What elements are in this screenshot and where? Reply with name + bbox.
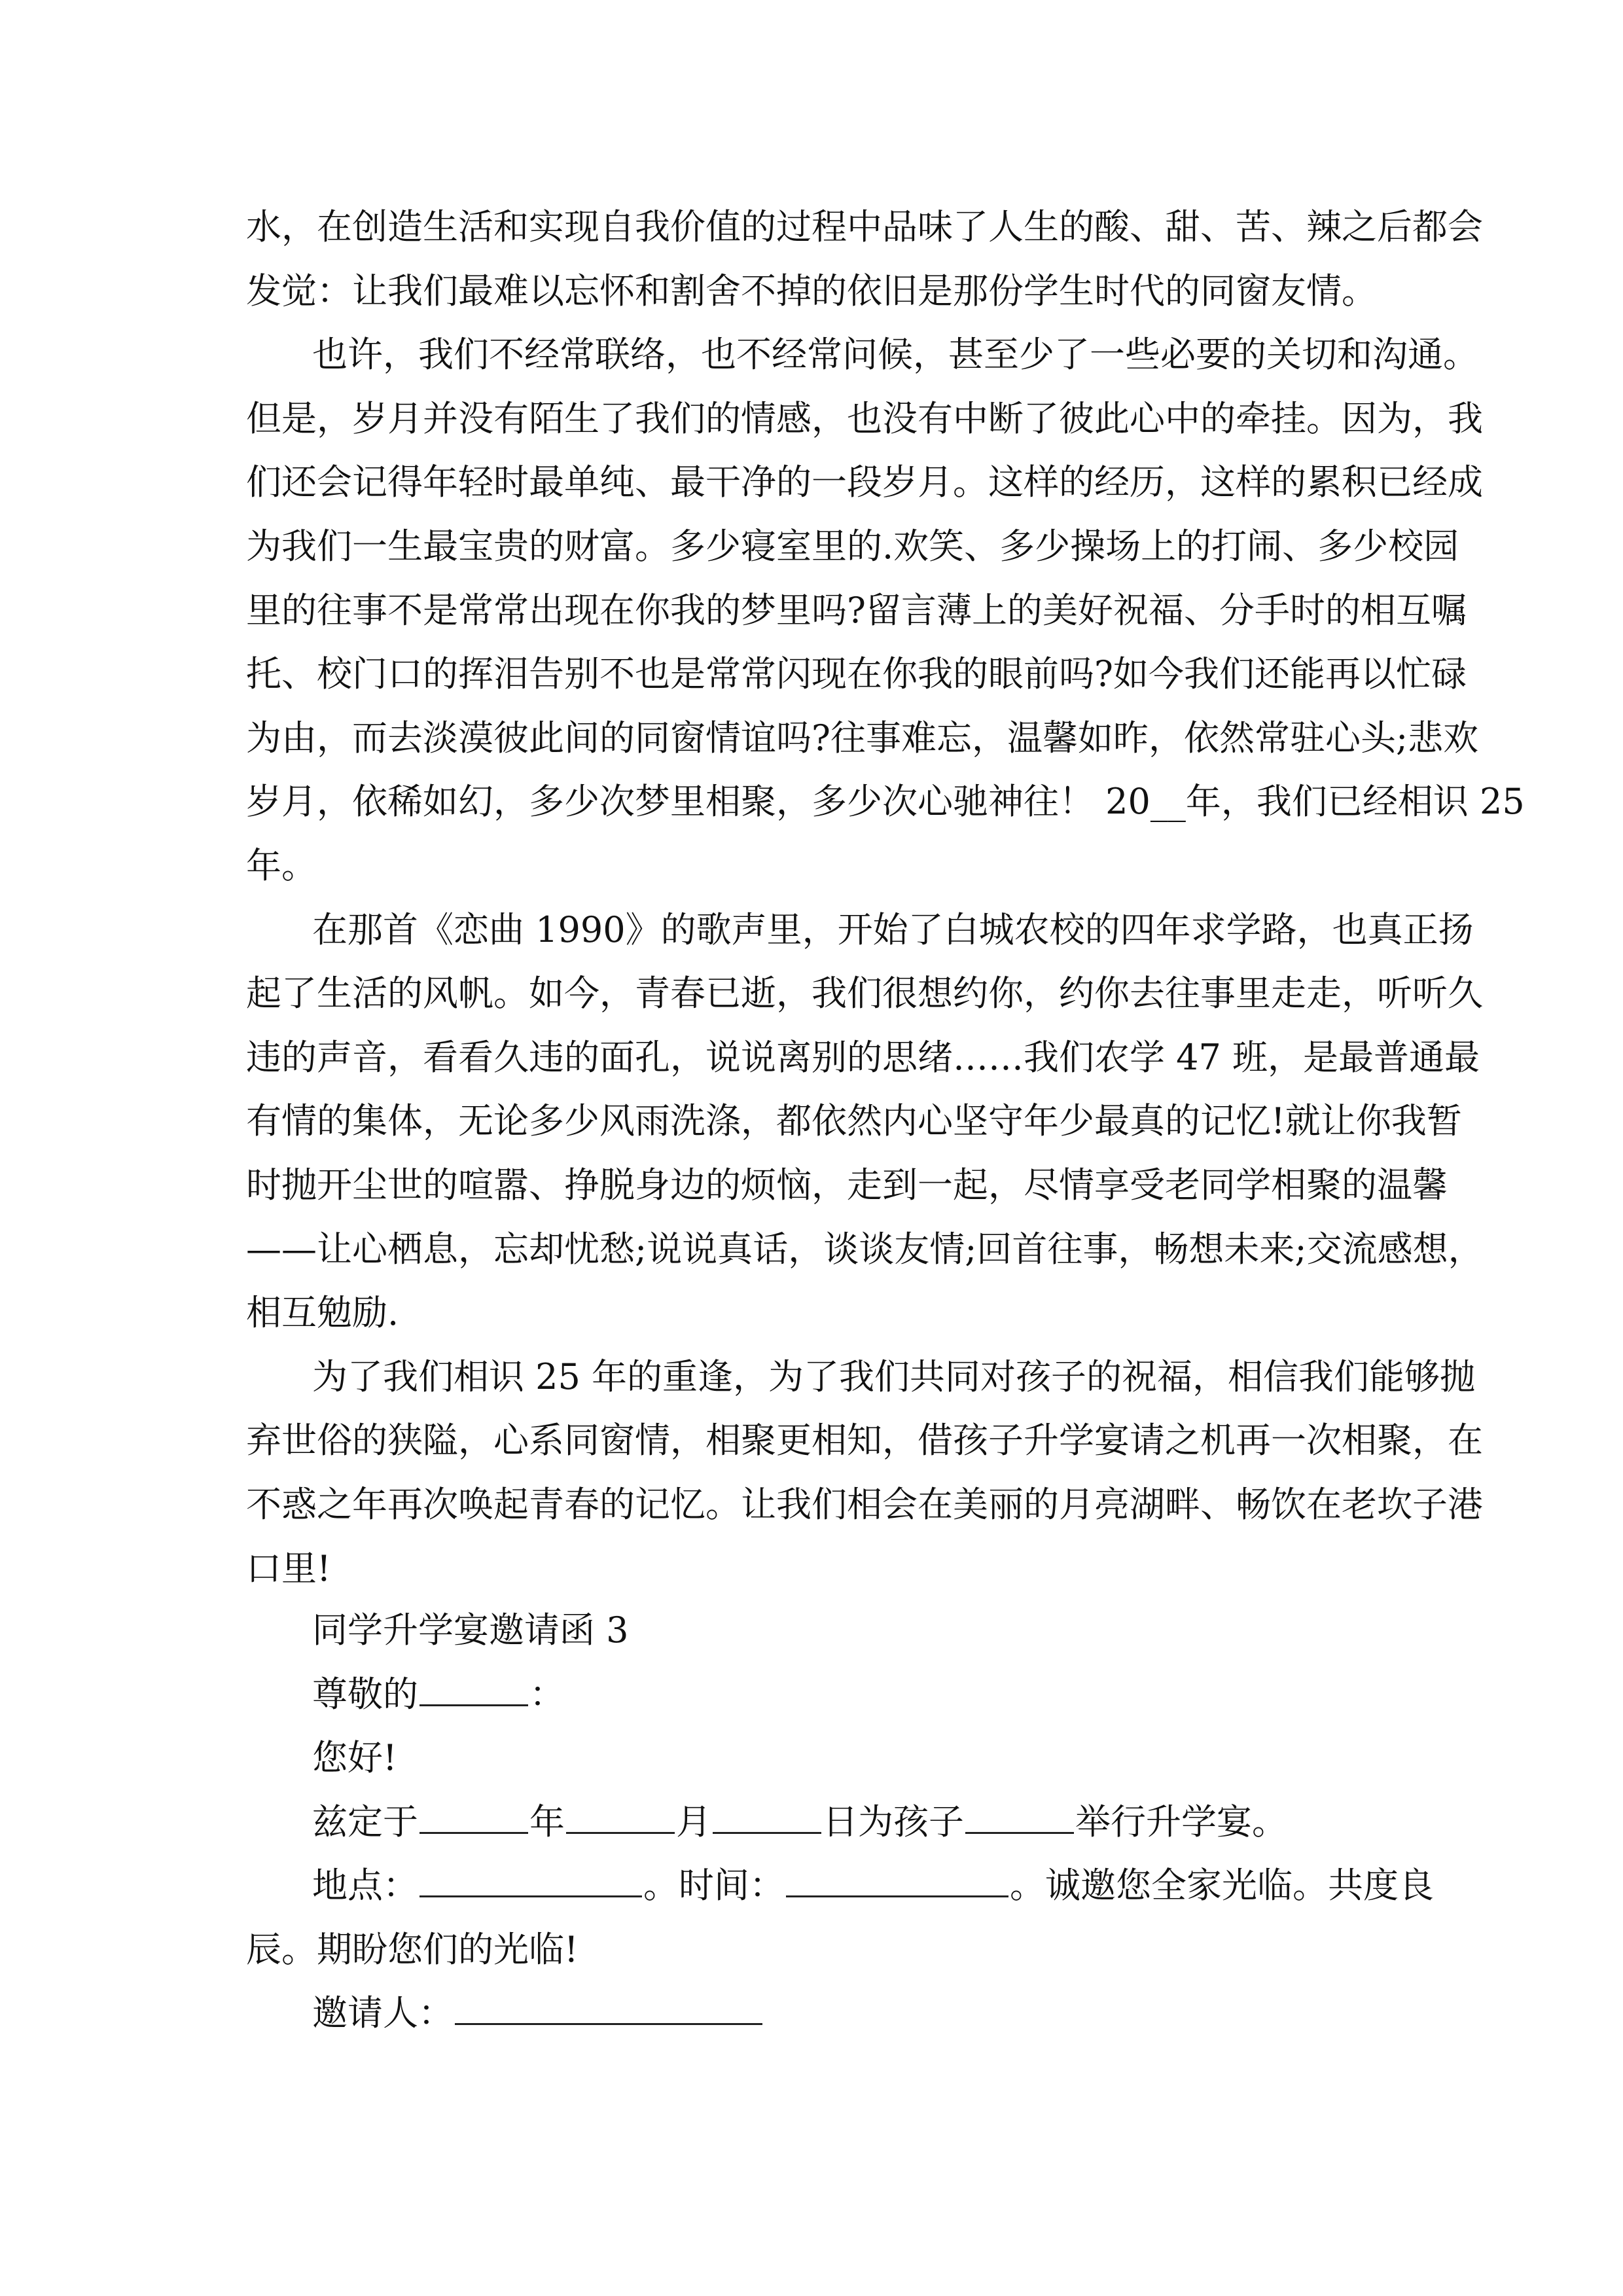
text-line: 违的声音，看看久违的面孔，说说离别的思绪……我们农学 47 班，是最普通最: [246, 1037, 1480, 1078]
text-line: 水，在创造生活和实现自我价值的过程中品味了人生的酸、甜、苦、辣之后都会: [246, 206, 1483, 247]
salutation-prefix: 尊敬的: [312, 1674, 418, 1715]
text-line: 们还会记得年轻时最单纯、最干净的一段岁月。这样的经历，这样的累积已经成: [246, 461, 1483, 503]
text-line: 起了生活的风帆。如今，青春已逝，我们很想约你，约你去往事里走走，听听久: [246, 973, 1483, 1014]
text-line: 也许，我们不经常联络，也不经常问候，甚至少了一些必要的关切和沟通。: [312, 334, 1478, 375]
day-blank[interactable]: [713, 1795, 821, 1834]
text-line: 但是，岁月并没有陌生了我们的情感，也没有中断了彼此心中的牵挂。因为，我: [246, 398, 1483, 439]
place-time-line: [312, 1858, 1434, 1913]
text-line: 口里!: [246, 1548, 331, 1589]
text-line: 托、校门口的挥泪告别不也是常常闪现在你我的眼前吗?如今我们还能再以忙碌: [246, 653, 1467, 694]
place-label: 地点：: [312, 1865, 418, 1906]
month-label: 月: [676, 1801, 711, 1842]
text-line: 年。: [246, 845, 317, 886]
inviter-blank[interactable]: [455, 1986, 762, 2025]
text-line: 弃世俗的狭隘，心系同窗情，相聚更相知，借孩子升学宴请之机再一次相聚，在: [246, 1420, 1483, 1461]
time-blank[interactable]: [786, 1859, 1008, 1897]
greeting: 您好!: [312, 1737, 397, 1778]
invitation-title-text: 同学升学宴邀请函 3: [312, 1609, 629, 1651]
text-line: 为了我们相识 25 年的重逢，为了我们共同对孩子的祝福，相信我们能够抛: [312, 1356, 1476, 1397]
text-line: ——让心栖息，忘却忧愁;说说真话，谈谈友情;回首往事，畅想未来;交流感想，: [246, 1229, 1484, 1270]
date-line: [312, 1795, 1380, 1850]
year-blank[interactable]: [419, 1795, 528, 1834]
salutation-suffix: ：: [529, 1674, 565, 1715]
closing-text-1: 。诚邀您全家光临。共度良: [1010, 1865, 1434, 1906]
date-suffix: 举行升学宴。: [1075, 1801, 1287, 1842]
place-blank[interactable]: [419, 1859, 642, 1897]
text-line: 为由，而去淡漠彼此间的同窗情谊吗?往事难忘，温馨如昨，依然常驻心头;悲欢: [246, 717, 1479, 759]
salutation-line: [312, 1667, 1380, 1722]
text-line: 时抛开尘世的喧嚣、挣脱身边的烦恼，走到一起，尽情享受老同学相聚的温馨: [246, 1164, 1448, 1206]
child-name-blank[interactable]: [965, 1795, 1074, 1834]
greeting-line: [312, 1731, 1380, 1785]
month-blank[interactable]: [566, 1795, 675, 1834]
text-line: 相互勉励.: [246, 1292, 399, 1333]
text-line: 为我们一生最宝贵的财富。多少寝室里的.欢笑、多少操场上的打闹、多少校园: [246, 526, 1459, 567]
text-line: 在那首《恋曲 1990》的歌声里，开始了白城农校的四年求学路，也真正扬: [312, 909, 1474, 950]
invitation-title: [312, 1603, 1380, 1658]
text-line: 岁月，依稀如幻，多少次梦里相聚，多少次心驰神往！ 20__年，我们已经相识 25: [246, 781, 1525, 822]
text-line: 发觉：让我们最难以忘怀和割舍不掉的依旧是那份学生时代的同窗友情。: [246, 270, 1377, 312]
closing-line: [246, 1922, 1380, 1977]
date-prefix: 兹定于: [312, 1801, 418, 1842]
text-line: 不惑之年再次唤起青春的记忆。让我们相会在美丽的月亮湖畔、畅饮在老坎子港: [246, 1484, 1483, 1525]
inviter-line: [312, 1986, 1380, 2041]
text-line: 有情的集体，无论多少风雨洗涤，都依然内心坚守年少最真的记忆!就让你我暂: [246, 1100, 1462, 1141]
time-label: 。时间：: [643, 1865, 785, 1906]
recipient-blank[interactable]: [419, 1668, 528, 1706]
year-label: 年: [529, 1801, 565, 1842]
text-line: 里的往事不是常常出现在你我的梦里吗?留言薄上的美好祝福、分手时的相互嘱: [246, 590, 1467, 631]
inviter-label: 邀请人：: [312, 1992, 454, 2034]
day-child-label: 日为孩子: [823, 1801, 964, 1842]
closing-text-2: 辰。期盼您们的光临!: [246, 1929, 579, 1970]
